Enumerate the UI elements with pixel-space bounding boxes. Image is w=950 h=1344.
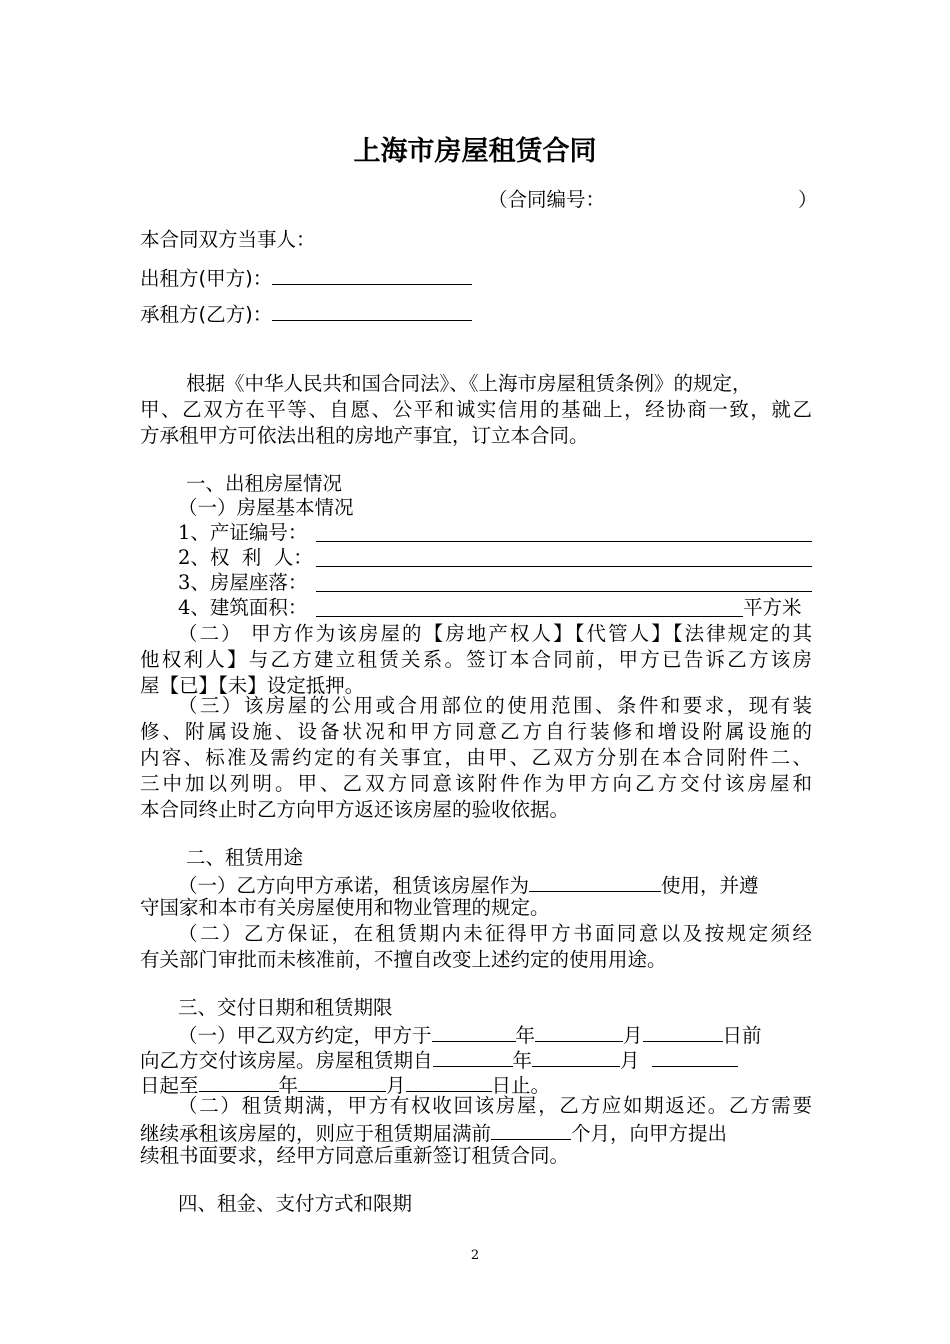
term-start-prefix: 向乙方交付该房屋。房屋租赁期自 — [140, 1049, 433, 1072]
section1-p2-line: 屋【已】【未】设定抵押。 — [140, 674, 365, 697]
section1-p3-line: 三中加以列明。甲、乙双方同意该附件作为甲方向乙方交付该房屋和 — [140, 772, 812, 795]
section3-p2-line3: 续租书面要求，经甲方同意后重新签订租赁合同。 — [140, 1144, 570, 1167]
delivery-day-blank[interactable] — [643, 1021, 723, 1042]
contract-number-line — [488, 188, 818, 212]
section1-p3-line: 本合同终止时乙方向甲方返还该房屋的验收依据。 — [140, 798, 570, 821]
field-cert-no — [178, 521, 812, 545]
section1-p3-line: 内容、标准及需约定的有关事宜，由甲、乙双方分别在本合同附件二、 — [140, 746, 812, 769]
month-label: 月 — [620, 1049, 640, 1072]
parties-heading: 本合同双方当事人： — [140, 228, 316, 251]
section1-p2-line: 他权利人】与乙方建立租赁关系。签订本合同前，甲方已告诉乙方该房 — [140, 648, 812, 671]
lessee-blank[interactable] — [272, 300, 472, 321]
usage-suffix: 使用，并遵 — [661, 874, 759, 897]
lessee-label: 承租方(乙方)： — [140, 303, 273, 326]
term-start-month-blank[interactable] — [532, 1046, 620, 1067]
section3-p1-line1 — [178, 1021, 812, 1048]
field-location — [178, 571, 812, 595]
renewal-prefix: 继续承租该房屋的，则应于租赁期届满前 — [140, 1122, 492, 1145]
year-label: 年 — [515, 1024, 536, 1047]
term-end-day-blank[interactable] — [406, 1071, 492, 1092]
section1-p2-line: （二） 甲方作为该房屋的【房地产权人】【代管人】【法律规定的其 — [178, 622, 812, 645]
preamble-line: 甲、乙双方在平等、自愿、公平和诚实信用的基础上，经协商一致，就乙 — [140, 398, 812, 421]
lessor-blank[interactable] — [272, 264, 472, 285]
delivery-prefix: （一）甲乙双方约定，甲方于 — [178, 1024, 432, 1047]
section2-p1-line2: 守国家和本市有关房屋使用和物业管理的规定。 — [140, 896, 550, 919]
page-title: 上海市房屋租赁合同 — [353, 136, 597, 167]
preamble-line: 根据《中华人民共和国合同法》、《上海市房屋租赁条例》的规定， — [186, 372, 752, 395]
year-label: 年 — [512, 1049, 533, 1072]
field-area — [178, 596, 812, 620]
field-area-label: 4、建筑面积： — [178, 596, 308, 619]
lessor-label: 出租方(甲方)： — [140, 267, 273, 290]
term-start-day-blank[interactable] — [652, 1046, 738, 1067]
contract-number-label: （合同编号： — [488, 188, 606, 211]
year-label: 年 — [278, 1074, 299, 1097]
page-number: 2 — [470, 1248, 480, 1263]
section1-p3-line: 修、附属设施、设备状况和甲方同意乙方自行装修和增设附属设施的 — [140, 720, 812, 743]
term-start-year-blank[interactable] — [433, 1046, 513, 1067]
section2-p2-line: 有关部门审批而未核准前，不擅自改变上述约定的使用用途。 — [140, 948, 667, 971]
lessor-line — [140, 264, 812, 291]
preamble-line: 方承租甲方可依法出租的房地产事宜，订立本合同。 — [140, 424, 589, 447]
month-label: 月 — [386, 1074, 406, 1097]
day-before-label: 日前 — [722, 1024, 762, 1047]
field-cert-no-label: 1、产证编号： — [178, 521, 308, 544]
section3-p1-line2 — [140, 1046, 812, 1073]
field-location-blank[interactable] — [316, 571, 812, 592]
section3-p2-line1: （二）租赁期满，甲方有权收回该房屋，乙方应如期返还。乙方需要 — [178, 1094, 812, 1117]
lessee-line — [140, 300, 812, 327]
field-owner-label: 2、权 利 人： — [178, 546, 313, 569]
section3-heading: 三、交付日期和租赁期限 — [178, 996, 393, 1019]
month-label: 月 — [623, 1024, 643, 1047]
section2-p1-line — [178, 871, 812, 898]
section2-p2-line: （二）乙方保证，在租赁期内未征得甲方书面同意以及按规定须经 — [178, 922, 812, 945]
field-cert-no-blank[interactable] — [316, 521, 812, 542]
renewal-suffix: 个月，向甲方提出 — [571, 1122, 728, 1145]
section2-heading: 二、租赁用途 — [186, 846, 304, 869]
renewal-months-blank[interactable] — [491, 1119, 571, 1140]
section4-heading: 四、租金、支付方式和限期 — [178, 1192, 413, 1215]
section1-p3-line: （三）该房屋的公用或合用部位的使用范围、条件和要求，现有装 — [178, 694, 812, 717]
day-end-label: 日止。 — [491, 1074, 551, 1097]
field-area-blank[interactable] — [316, 596, 743, 617]
section3-p2-line2 — [140, 1119, 812, 1146]
usage-blank[interactable] — [529, 871, 661, 892]
field-owner — [178, 546, 812, 570]
section1-sub1: （一）房屋基本情况 — [178, 496, 354, 519]
field-owner-blank[interactable] — [316, 546, 812, 567]
term-end-prefix: 日起至 — [140, 1074, 199, 1097]
contract-number-close: ） — [798, 188, 818, 211]
section1-heading: 一、出租房屋情况 — [186, 472, 343, 495]
usage-prefix: （一）乙方向甲方承诺，租赁该房屋作为 — [178, 874, 530, 897]
term-end-month-blank[interactable] — [298, 1071, 386, 1092]
term-end-year-blank[interactable] — [199, 1071, 279, 1092]
field-area-unit: 平方米 — [743, 596, 802, 619]
delivery-year-blank[interactable] — [432, 1021, 516, 1042]
field-location-label: 3、房屋座落： — [178, 571, 308, 594]
delivery-month-blank[interactable] — [535, 1021, 623, 1042]
